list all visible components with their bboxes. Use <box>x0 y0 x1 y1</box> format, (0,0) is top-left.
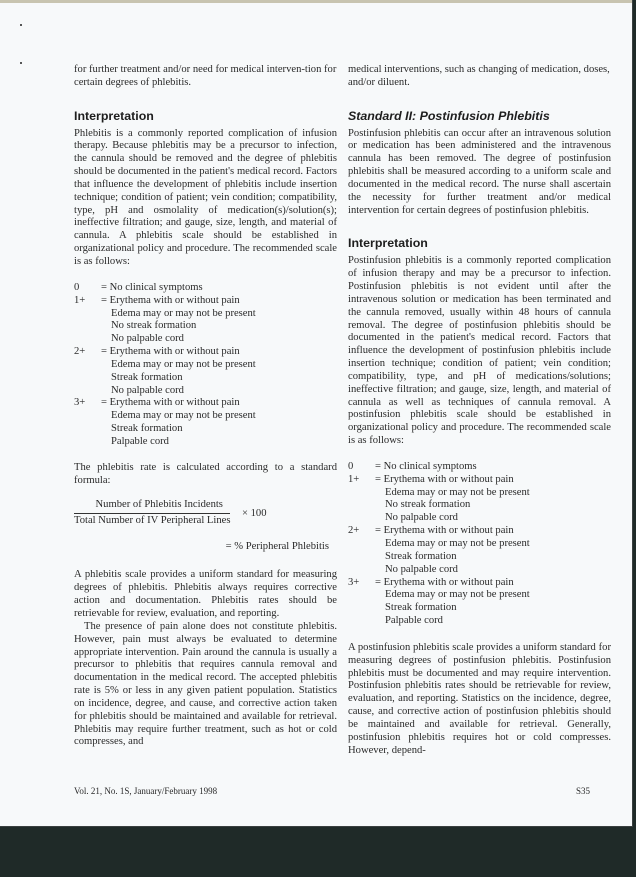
scale-line: Edema may or may not be present <box>111 307 256 319</box>
scale-row <box>74 295 337 346</box>
paragraph: Postinfusion phlebitis is a commonly reported complication of infusion therapy and may be a precursor to infection. Postinfusion phlebitis is not evident until after the intravenous solution or medication has been terminated and the cannula removed, usually within 48 hours of cannula removal. The degree of postinfusion phlebitis should be documented in the patient's medical record. Factors that influence the development of postinfusion phlebitis include insertion technique; condition of patient; vein condition; compatibility, type, and pH of medications/solutions; ineffective filtration; and gauge, size, length, and material of cannula as well as techniques of cannula removal. A postinfusion phlebitis scale should be established in organizational policy and procedure. The recommended scale is as follows: <box>348 255 611 447</box>
scale-line: = Erythema with or without pain <box>101 397 240 409</box>
scale-line: No palpable cord <box>111 384 184 396</box>
left-column <box>74 64 337 749</box>
scale-grade: 2+ <box>348 525 360 537</box>
scale-line: Palpable cord <box>385 615 443 627</box>
scale-description <box>375 474 530 525</box>
formula-fraction <box>74 499 230 528</box>
scale-line: Palpable cord <box>111 435 169 447</box>
scan-mark <box>20 62 22 64</box>
scale-line: = Erythema with or without pain <box>375 473 514 485</box>
intro-continuation: for further treatment and/or need for medical interven-tion for certain degrees of phlebitis. <box>74 64 337 88</box>
scale-line: Edema may or may not be present <box>385 589 530 601</box>
scale-grade: 1+ <box>74 294 86 306</box>
scale-line: = Erythema with or without pain <box>101 346 240 358</box>
formula-intro: The phlebitis rate is calculated according to a standard formula: <box>74 461 337 486</box>
postinfusion-scale <box>348 461 611 628</box>
scale-line: No palpable cord <box>385 512 458 524</box>
scale-line: = No clinical symptoms <box>101 281 203 293</box>
paragraph: A phlebitis scale provides a uniform standard for measuring degrees of phlebitis. Phlebitis always requires corrective action and documentation. Phlebitis rates should be retrievable for review, evaluation, and reporting. <box>74 569 337 619</box>
scale-line: No streak formation <box>111 320 197 332</box>
scale-line: = Erythema with or without pain <box>375 525 514 537</box>
phlebitis-formula <box>74 499 337 557</box>
scale-row <box>348 577 611 628</box>
scale-line: = Erythema with or without pain <box>101 294 240 306</box>
scale-grade: 0 <box>348 460 354 472</box>
section-heading: Interpretation <box>348 236 428 251</box>
paragraph: Phlebitis is a commonly reported complication of infusion therapy. Because phlebitis may be a precursor to infection, the cannula should be removed and the degree of phlebitis should be documented in the patient's medical record. Factors that influence the development of phlebitis include insertion technique; condition of patient; vein condition; compatibility, type, pH and osmolality of medication(s)/solution(s); ineffective filtration; and gauge, size, length, and material of cannula. A phlebitis scale should be established in organizational policy and procedure. The recommended scale is as follows: <box>74 127 337 267</box>
scale-line: Streak formation <box>111 371 183 383</box>
scan-edge <box>0 0 632 3</box>
scale-row <box>74 282 337 295</box>
scale-line: No streak formation <box>385 499 471 511</box>
formula-denominator: Total Number of IV Peripheral Lines <box>74 515 231 527</box>
formula-multiplier: × 100 <box>242 508 267 520</box>
paragraph: Postinfusion phlebitis can occur after an intravenous solution or medication has been administered and the intravenous cannula has been removed. The degree of postinfusion phlebitis shall be measured according to a uniform scale and documented in the medical record. The nurse shall ascertain the necessity for further treatment and/or medical intervention for certain degrees of postinfusion phlebitis. <box>348 127 611 216</box>
scale-grade: 3+ <box>74 397 86 409</box>
scale-description <box>101 397 256 448</box>
scale-grade: 3+ <box>348 576 360 588</box>
scale-line: Edema may or may not be present <box>385 538 530 549</box>
scale-line: Edema may or may not be present <box>111 410 256 422</box>
paragraph: A postinfusion phlebitis scale provides a uniform standard for measuring degrees of postinfusion phlebitis. Postinfusion phlebitis must be documented and may require intervention. Postinfusion phlebitis rates should be retrievable for review, evaluation, and reporting. Statistics on the incidence, degree, cause, and corrective action of postinfusion phlebitis should be maintained and available for retrieval. Generally, postinfusion phlebitis requires hot or cold compresses. However, depend- <box>348 641 611 756</box>
scale-row <box>348 474 611 525</box>
intro-continuation: medical interventions, such as changing of medication, doses, and/or diluent. <box>348 64 610 88</box>
scale-description <box>375 525 530 576</box>
scale-row <box>348 525 611 576</box>
scale-description <box>101 346 256 397</box>
scale-line: Edema may or may not be present <box>385 486 530 498</box>
scale-line: Edema may or may not be present <box>111 358 256 370</box>
scale-description <box>101 282 203 295</box>
scale-line: Streak formation <box>385 550 457 562</box>
scale-description <box>375 577 530 628</box>
scale-grade: 0 <box>74 281 80 293</box>
scale-row <box>348 461 611 474</box>
formula-numerator: Number of Phlebitis Incidents <box>95 499 223 511</box>
scale-line: No palpable cord <box>385 563 458 575</box>
scale-grade: 1+ <box>348 473 360 485</box>
scale-row <box>74 397 337 448</box>
scale-description <box>375 461 477 474</box>
scale-line: = Erythema with or without pain <box>375 576 514 588</box>
section-heading: Interpretation <box>74 108 154 123</box>
standard-heading: Standard II: Postinfusion Phlebitis <box>348 108 550 123</box>
scale-line: Streak formation <box>385 602 457 614</box>
scale-description <box>101 295 256 346</box>
scale-line: Streak formation <box>111 423 183 435</box>
page-number: S35 <box>576 786 591 796</box>
phlebitis-scale <box>74 282 337 449</box>
scale-grade: 2+ <box>74 346 86 358</box>
paragraph: The presence of pain alone does not constitute phlebitis. However, pain must always be evaluated to determine appropriate intervention. Pain around the cannula is usually a precursor to phlebitis that requires cannula removal and documentation in the medical record. The accepted phlebitis rate is 5% or less in any given patient population. Statistics on incidence, degree, and cause, and corrective action taken for phlebitis should be maintained and available for retrieval. Phlebitis may require further treatment, such as hot or cold compresses, and <box>74 620 337 748</box>
formula-result: = % Peripheral Phlebitis <box>225 541 329 553</box>
scale-line: No palpable cord <box>111 333 184 345</box>
journal-citation: Vol. 21, No. 1S, January/February 1998 <box>74 786 218 796</box>
scan-mark <box>20 24 22 26</box>
right-column <box>348 64 611 758</box>
scale-row <box>74 346 337 397</box>
scale-line: = No clinical symptoms <box>375 460 477 472</box>
